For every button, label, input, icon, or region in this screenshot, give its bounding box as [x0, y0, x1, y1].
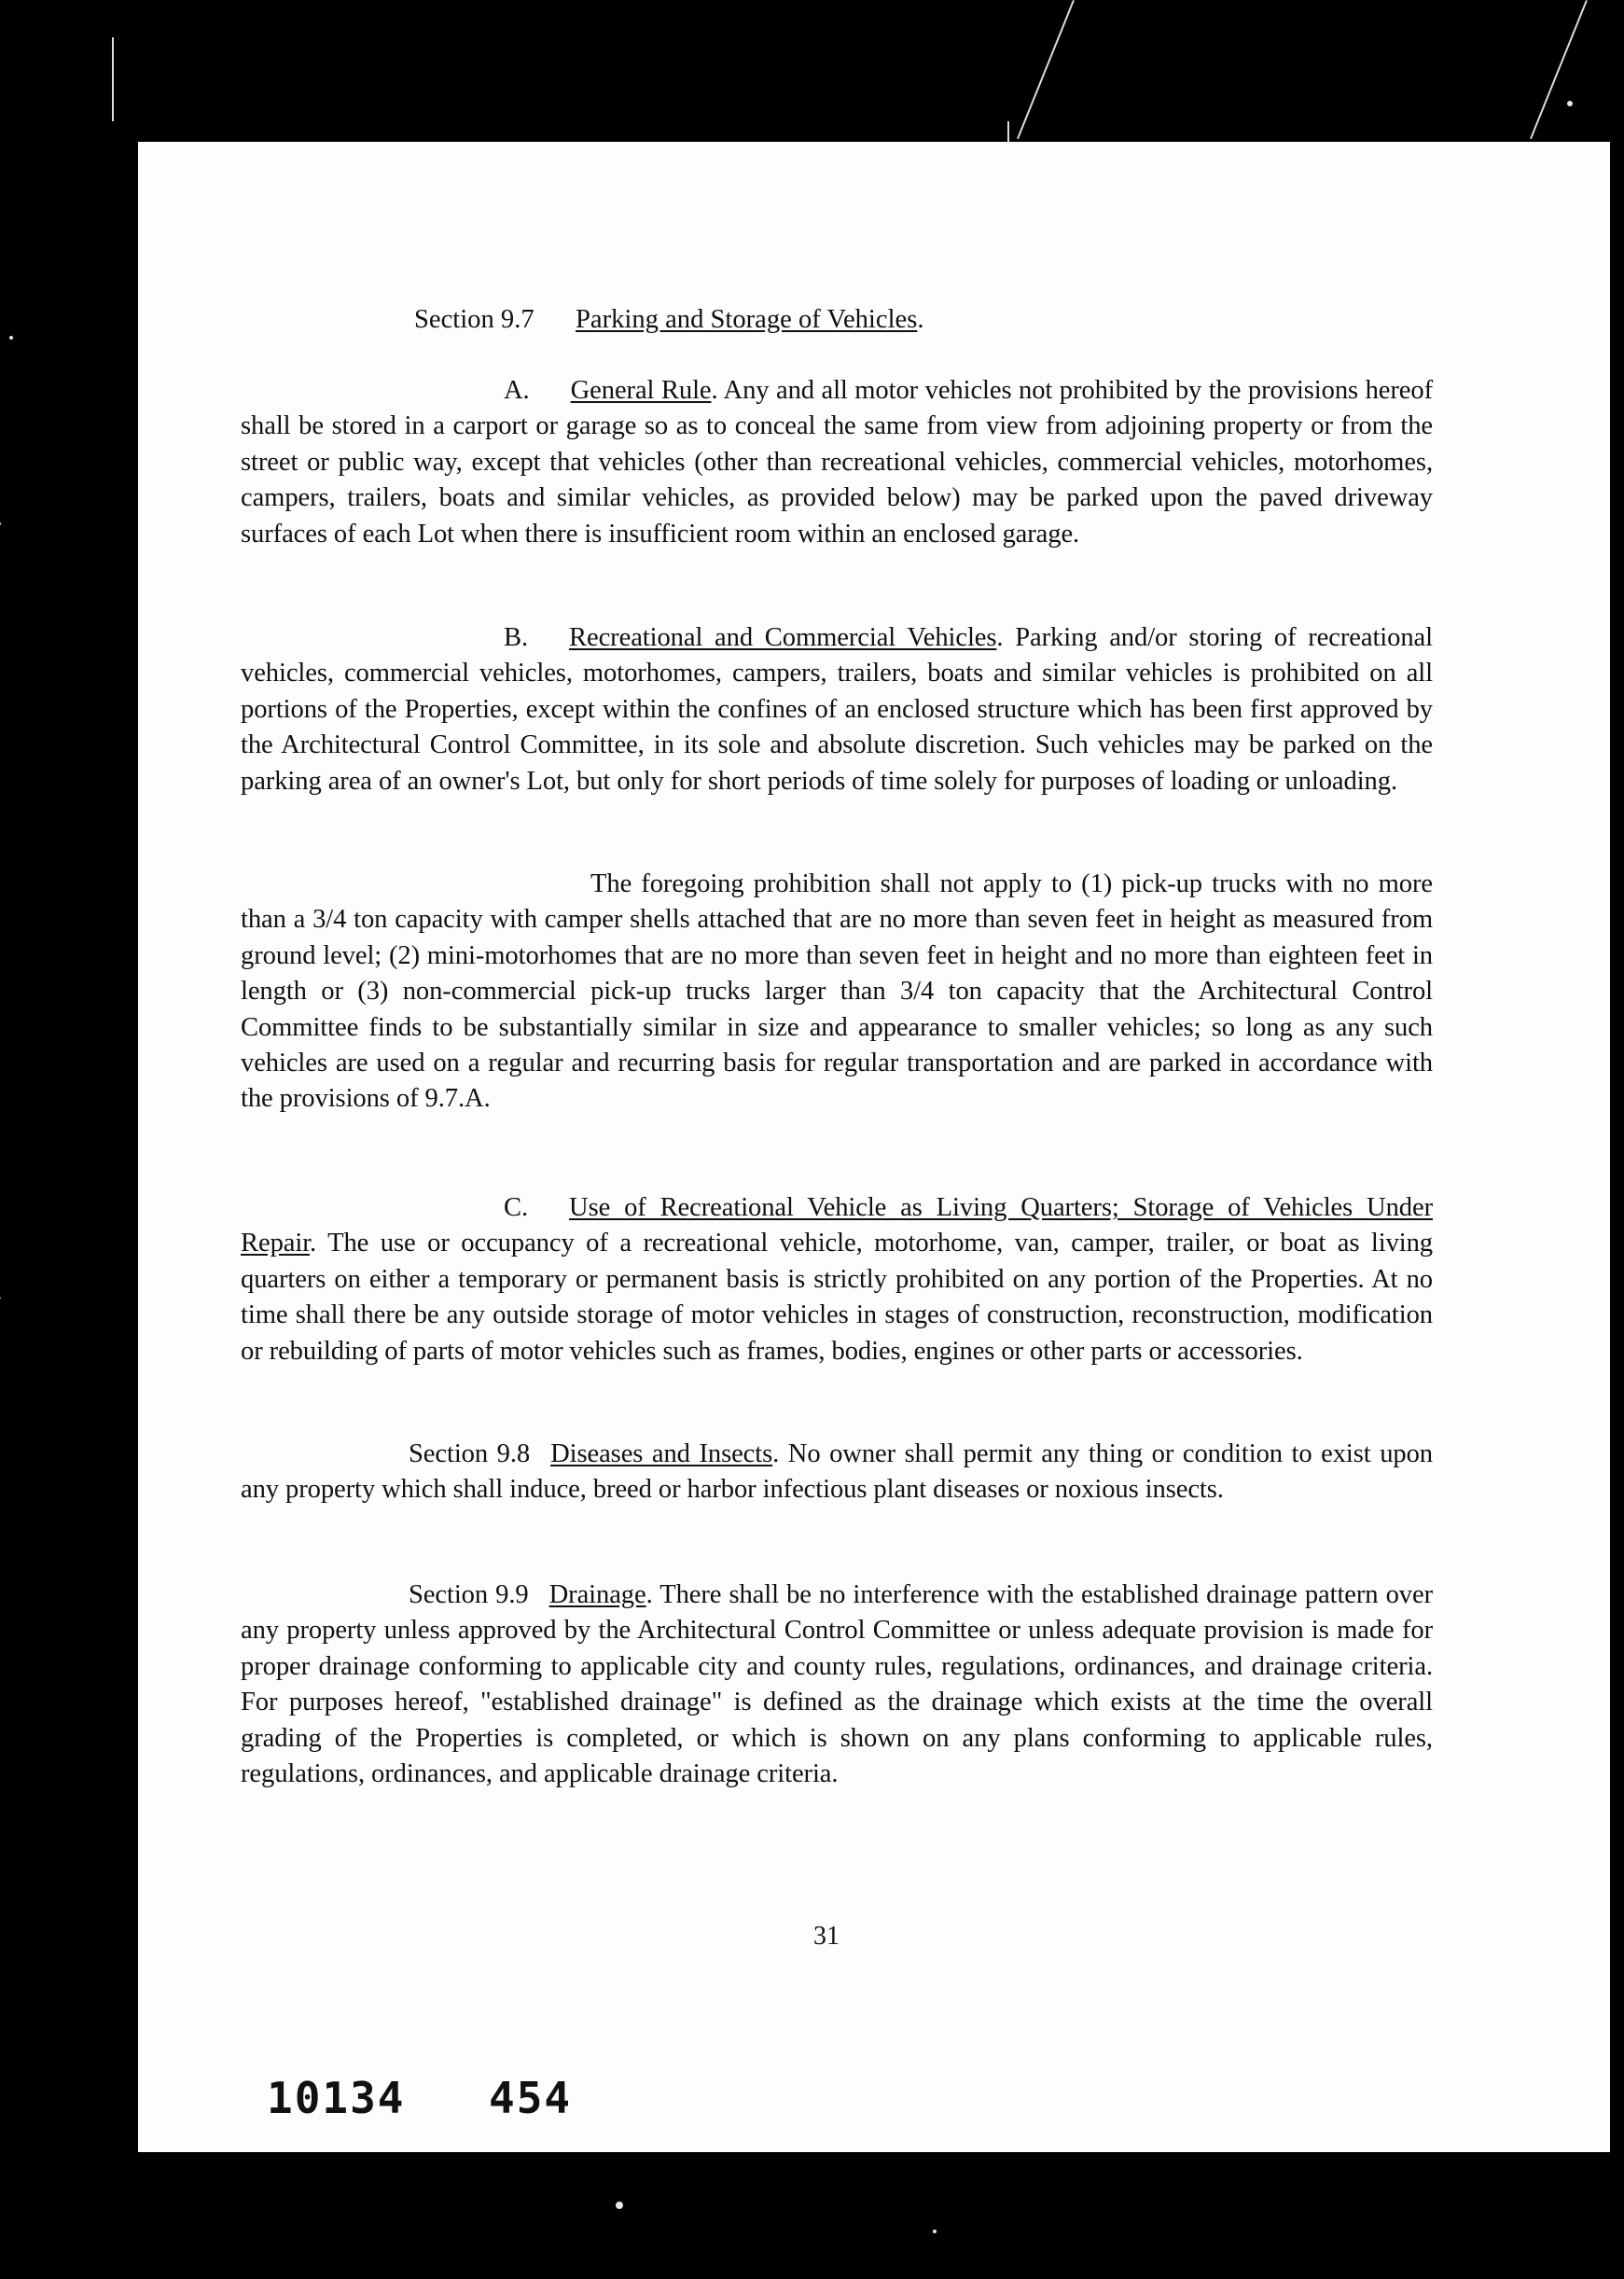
section-9-8 [241, 1437, 1433, 1508]
document-page [138, 142, 1610, 2152]
subsection-c [241, 1190, 1433, 1369]
section-9-8-text: . No owner shall permit any thing or condition to exist upon any property which shall induce, breed or harbor infectious plant diseases or noxious insects. [241, 1439, 1433, 1505]
recording-stamp-page: 454 [489, 2073, 573, 2123]
subsection-b-text: . Parking and/or storing of recreational vehicles, commercial vehicles, motorhomes, campers, trailers, boats and similar vehicles is prohibited on all portions of the Properties, except within the confines of an enclosed structure which has been first approved by the Architectural Control Committee, in its sole and absolute discretion. Such vehicles may be parked on the parking area of an owner's Lot, but only for short periods of time solely for purposes of loading or unloading. [241, 623, 1433, 796]
subsection-b-title: Recreational and Commercial Vehicles [569, 623, 997, 652]
subsection-b [241, 620, 1433, 799]
subsection-b-label: B. [504, 623, 529, 652]
section-9-9-title: Drainage [548, 1580, 646, 1609]
subsection-a-label: A. [504, 376, 530, 405]
section-9-8-title: Diseases and Insects [550, 1439, 773, 1468]
recording-stamp-book: 10134 [267, 2073, 406, 2123]
subsection-c-label: C. [504, 1193, 529, 1222]
section-9-7-label: Section 9.7 [414, 305, 534, 334]
subsection-a [241, 373, 1433, 552]
section-9-7-title: Parking and Storage of Vehicles [575, 305, 918, 334]
subsection-c-title: Use of Recreational Vehicle as Living Quarters; Storage of Vehicles Under Repair [241, 1193, 1433, 1258]
subsection-b-exceptions [241, 867, 1433, 1118]
section-9-9-label: Section 9.9 [409, 1580, 529, 1609]
subsection-b-exceptions-text: The foregoing prohibition shall not apply to (1) pick-up trucks with no more than a 3/4 ton capacity with camper shells attached that are no more than seven feet in height as measured from ground level; (2) mini-motorhomes that are no more than seven feet in height and no more than eighteen feet in length or (3) non-commercial pick-up trucks larger than 3/4 ton capacity that the Architectural Control Committee finds to be substantially similar in size and appearance to smaller vehicles; so long as any such vehicles are used on a regular and recurring basis for regular transportation and are parked in accordance with the provisions of 9.7.A. [241, 869, 1433, 1114]
section-9-7-heading: Section 9.7 Parking and Storage of Vehicles. [414, 305, 924, 334]
section-9-8-label: Section 9.8 [409, 1439, 531, 1468]
page-number: 31 [813, 1922, 840, 1951]
subsection-c-text: . The use or occupancy of a recreational vehicle, motorhome, van, camper, trailer, or boat as living quarters on either a temporary or permanent basis is strictly prohibited on any portion of the Properties. At no time shall there be any outside storage of motor vehicles in stages of construction, reconstruction, modification or rebuilding of parts of motor vehicles such as frames, bodies, engines or other parts or accessories. [241, 1229, 1433, 1366]
section-9-9-text: . There shall be no interference with the established drainage pattern over any property unless approved by the Architectural Control Committee or unless adequate provision is made for proper drainage conforming to applicable city and county rules, regulations, ordinances, and drainage criteria. For purposes hereof, "established drainage" is defined as the drainage which exists at the time the overall grading of the Properties is completed, or which is shown on any plans conforming to applicable rules, regulations, ordinances, and applicable drainage criteria. [241, 1580, 1434, 1789]
subsection-a-title: General Rule [570, 376, 712, 405]
subsection-a-text: . Any and all motor vehicles not prohibited by the provisions hereof shall be stored in a carport or garage so as to conceal the same from view from adjoining property or from the street or public way, except that vehicles (other than recreational vehicles, commercial vehicles, motorhomes, campers, trailers, boats and similar vehicles, as provided below) may be parked upon the paved driveway surfaces of each Lot when there is insufficient room within an enclosed garage. [241, 376, 1433, 549]
section-9-9 [241, 1577, 1433, 1792]
